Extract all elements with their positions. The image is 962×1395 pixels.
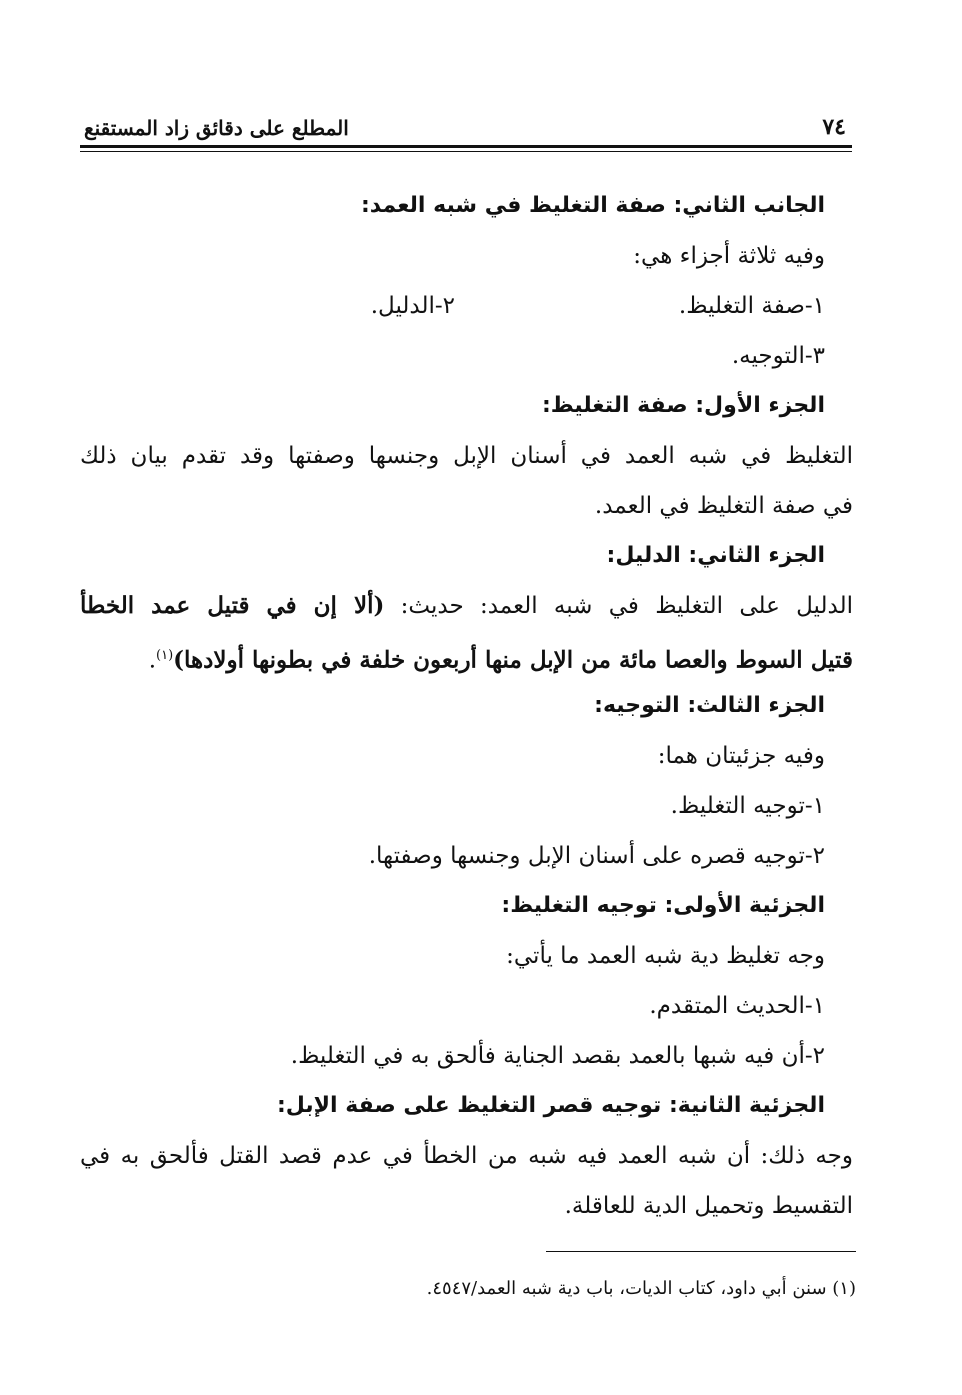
footnote-marker: (١) (156, 648, 174, 663)
reason-one: ١-الحديث المتقدم. (649, 993, 825, 1019)
paragraph-three-line-two: التقسيط وتحميل الدية للعاقلة. (564, 1193, 853, 1219)
page-header (80, 108, 850, 148)
paragraph-one-line-two: في صفة التغليظ في العمد. (594, 493, 853, 519)
heading-sub-two: الجزئية الثانية: توجيه قصر التغليظ على صفة الإبل: (276, 1093, 825, 1118)
intro-three: وجه تغليظ دية شبه العمد ما يأتي: (506, 943, 825, 969)
body-text (80, 182, 853, 1232)
heading-part-three: الجزء الثالث: التوجيه: (594, 693, 825, 718)
intro-line: وفيه ثلاثة أجزاء هي: (633, 243, 825, 269)
evidence-intro: الدليل على التغليظ في شبه العمد: حديث: (384, 593, 853, 619)
paragraph-two-line-one (80, 582, 853, 632)
item-one: ١-صفة التغليظ. (678, 293, 825, 319)
heading-part-one: الجزء الأول: صفة التغليظ: (541, 393, 825, 418)
hadith-quote-start: (ألا إن في قتيل عمد الخطأ (80, 592, 385, 619)
hadith-quote-end: قتيل السوط والعصا مائة من الإبل منها أربعون خلفة في بطونها أولادها) (173, 646, 853, 674)
heading-sub-one: الجزئية الأولى: توجيه التغليظ: (501, 893, 825, 918)
header-rule-thick (80, 145, 852, 148)
paragraph-three-line-one: وجه ذلك: أن شبه العمد فيه شبه من الخطأ في عدم قصد القتل فألحق به في (80, 1143, 853, 1169)
item-three: ٣-التوجيه. (731, 343, 825, 369)
sub-item-two: ٢-توجيه قصره على أسنان الإبل وجنسها وصفتها. (368, 843, 825, 869)
heading-aspect-two: الجانب الثاني: صفة التغليظ في شبه العمد: (360, 193, 825, 218)
sub-item-one: ١-توجيه التغليظ. (670, 793, 825, 819)
footnote-text: (١) سنن أبي داود، كتاب الديات، باب دية شبه العمد/٤٥٤٧. (426, 1278, 856, 1299)
intro-two: وفيه جزئيتان هما: (657, 743, 825, 769)
reason-two: ٢-أن فيه شبها بالعمد بقصد الجناية فألحق به في التغليظ. (290, 1043, 825, 1069)
sentence-end: . (148, 647, 156, 674)
item-two: ٢-الدليل. (370, 293, 455, 319)
items-row (80, 282, 825, 332)
footnote-rule (546, 1251, 856, 1252)
paragraph-one-line-one: التغليظ في شبه العمد في أسنان الإبل وجنسها وصفتها وقد تقدم بيان ذلك (80, 443, 853, 469)
header-rule-thin (80, 151, 852, 152)
heading-part-two: الجزء الثاني: الدليل: (606, 543, 825, 568)
page-number: ٧٤ (822, 114, 846, 140)
paragraph-two-line-two (80, 632, 853, 682)
book-title: المطلع على دقائق زاد المستقنع (84, 116, 349, 140)
